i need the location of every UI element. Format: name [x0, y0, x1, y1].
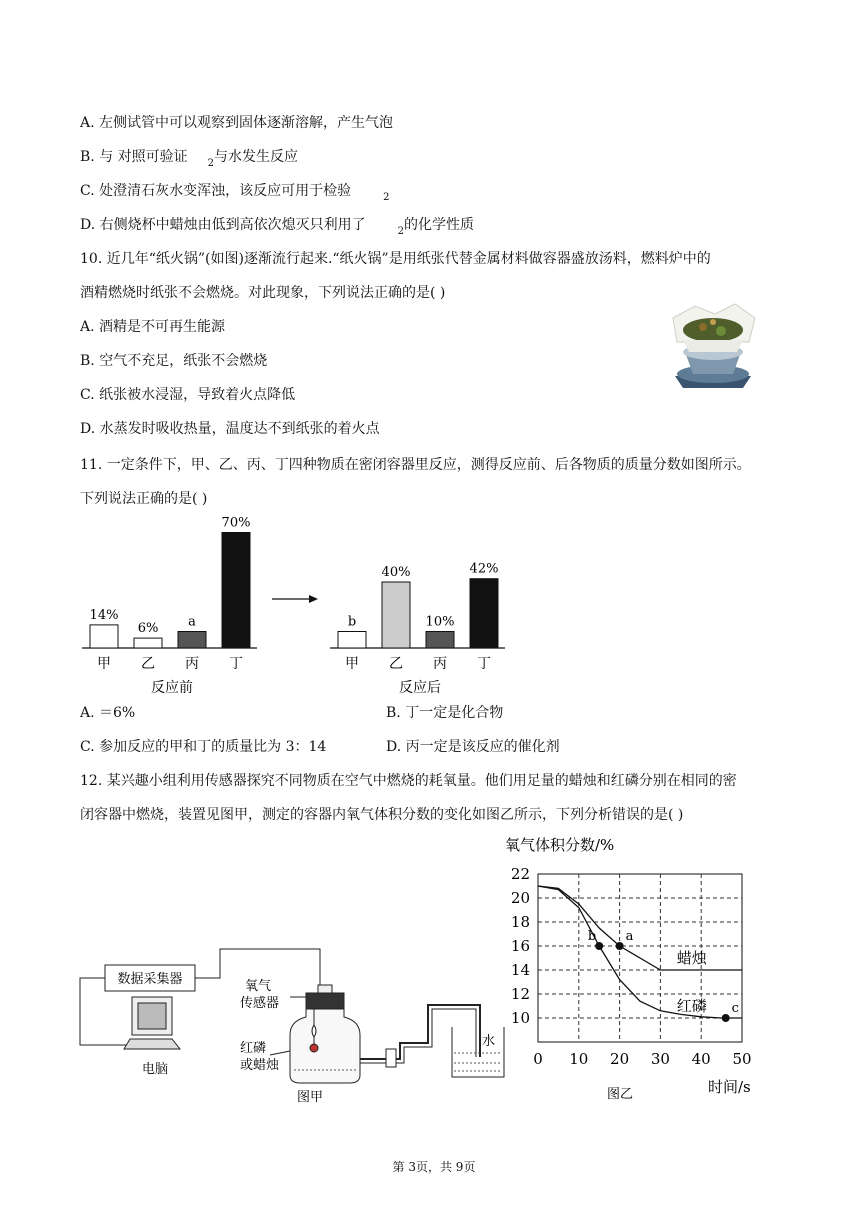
- reaction-arrow: [272, 595, 318, 603]
- q11-stem-line1: 11. 一定条件下，甲、乙、丙、丁四种物质在密闭容器里反应，测得反应前、后各物质的质量分数如图所示。: [80, 457, 751, 473]
- q10-stem-line1: 10. 近几年“纸火锅”(如图)逐渐流行起来.“纸火锅”是用纸张代替金属材料做容器盛放汤料，燃料炉中的: [80, 251, 711, 267]
- line-chart-ylabel: 氧气体积分数/%: [505, 836, 615, 854]
- bar-chart-before: [82, 516, 257, 697]
- q10-option-c: C. 纸张被水浸湿，导致着火点降低: [80, 387, 296, 403]
- series-line: [538, 886, 742, 1018]
- y-tick-label: 22: [510, 865, 530, 883]
- bar-value-label: 40%: [381, 565, 411, 580]
- marked-point: [595, 942, 603, 950]
- q9-option-b: B. 与 对照可验证 $_2$与水发生反应: [80, 149, 299, 169]
- bar-category-label: 甲: [345, 656, 359, 672]
- bar: [134, 638, 162, 648]
- q12-stem-line1: 12. 某兴趣小组利用传感器探究不同物质在空气中燃烧的耗氧量。他们用足量的蜡烛和红磷分别在相同的密: [80, 773, 737, 789]
- bar-category-label: 丁: [229, 656, 243, 672]
- bar-value-label: 10%: [425, 614, 455, 630]
- bar-value-label: b: [347, 614, 357, 630]
- paper-hotpot-photo: [665, 300, 761, 390]
- q11-option-d: D. 丙一定是该反应的催化剂: [386, 739, 560, 755]
- bar-value-label: 6%: [137, 621, 159, 637]
- sensor-label-1: 氧气: [245, 979, 272, 994]
- bar: [178, 632, 206, 649]
- point-label: a: [625, 929, 634, 944]
- data-collector-label: 数据采集器: [117, 972, 183, 987]
- computer-icon: [124, 997, 180, 1049]
- series-label: 蜡烛: [676, 949, 707, 967]
- sample-label-1: 红磷: [240, 1041, 267, 1056]
- bar-category-label: 甲: [97, 656, 111, 672]
- q11-option-b: B. 丁一定是化合物: [386, 705, 504, 721]
- q11-option-c: C. 参加反应的甲和丁的质量比为 3：14: [80, 739, 327, 755]
- marked-point: [616, 942, 624, 950]
- mass-fraction-bar-charts: [80, 510, 520, 700]
- bar-chart-xlabel: 反应前: [151, 680, 193, 696]
- point-label: c: [731, 1001, 739, 1016]
- sample-label-2: 或蜡烛: [240, 1058, 280, 1073]
- q10-stem-line2: 酒精燃烧时纸张不会燃烧。对此现象，下列说法正确的是( ): [80, 285, 446, 301]
- q9-option-d: D. 右侧烧杯中蜡烛由低到高依次熄灭只利用了 $_2$的化学性质: [80, 217, 474, 237]
- q11-stem-line2: 下列说法正确的是( ): [80, 491, 208, 507]
- bar-value-label: 70%: [221, 515, 251, 531]
- y-tick-label: 14: [510, 961, 530, 979]
- line-chart-xlabel: 时间/s: [708, 1078, 751, 1096]
- bar-category-label: 乙: [389, 656, 403, 672]
- line-chart-caption: 图乙: [606, 1087, 634, 1102]
- line-chart-series: [538, 886, 742, 1018]
- y-tick-label: 10: [510, 1009, 530, 1027]
- q9-option-c: C. 处澄清石灰水变浑浊，该反应可用于检验 $_2$: [80, 183, 390, 203]
- oxygen-line-chart: [490, 830, 780, 1110]
- sensor-label-2: 传感器: [240, 996, 280, 1011]
- bar: [382, 582, 410, 648]
- bar: [90, 625, 118, 648]
- apparatus-diagram: [70, 935, 510, 1110]
- y-tick-label: 18: [510, 913, 530, 931]
- line-chart-yticks: [511, 865, 530, 1027]
- reaction-bottle: [290, 985, 360, 1083]
- bar-category-label: 乙: [141, 656, 155, 672]
- y-tick-label: 16: [510, 937, 530, 955]
- q10-option-d: D. 水蒸发时吸收热量，温度达不到纸张的着火点: [80, 421, 380, 437]
- bar-chart-after: [330, 562, 505, 696]
- x-tick-label: 30: [650, 1050, 670, 1068]
- y-tick-label: 20: [510, 889, 530, 907]
- bar-value-label: 42%: [469, 561, 499, 577]
- page-number: 第 3页，共 9页: [392, 1160, 476, 1174]
- q11-option-a: A. ＝6%: [80, 705, 136, 721]
- q10-option-a: A. 酒精是不可再生能源: [80, 319, 226, 335]
- bar: [222, 533, 250, 649]
- point-label: b: [587, 929, 597, 944]
- bar-category-label: 丙: [185, 656, 199, 672]
- marked-point: [722, 1014, 730, 1022]
- line-chart-points: [588, 929, 739, 1022]
- series-label: 红磷: [676, 997, 707, 1015]
- x-tick-label: 0: [533, 1050, 543, 1068]
- bar: [426, 632, 454, 649]
- x-tick-label: 10: [569, 1050, 589, 1068]
- line-chart-xticks: [533, 1050, 751, 1068]
- q12-stem-line2: 闭容器中燃烧，装置见图甲，测定的容器内氧气体积分数的变化如图乙所示，下列分析错误的是( ): [80, 807, 684, 823]
- bar: [338, 632, 366, 649]
- y-tick-label: 12: [510, 985, 530, 1003]
- water-label: 水: [482, 1034, 496, 1049]
- bar-value-label: 14%: [89, 607, 119, 623]
- bar-category-label: 丙: [433, 656, 447, 672]
- q10-option-b: B. 空气不充足，纸张不会燃烧: [80, 353, 268, 369]
- x-tick-label: 40: [691, 1050, 711, 1068]
- apparatus-caption: 图甲: [296, 1090, 324, 1105]
- connecting-tube: [360, 1005, 480, 1067]
- bar: [470, 579, 498, 648]
- bar-category-label: 丁: [477, 656, 491, 672]
- bar-value-label: a: [188, 614, 196, 630]
- bar-chart-xlabel: 反应后: [399, 680, 441, 696]
- q9-option-a: A. 左侧试管中可以观察到固体逐渐溶解，产生气泡: [80, 115, 394, 131]
- x-tick-label: 20: [610, 1050, 630, 1068]
- computer-label: 电脑: [141, 1062, 169, 1077]
- x-tick-label: 50: [732, 1050, 752, 1068]
